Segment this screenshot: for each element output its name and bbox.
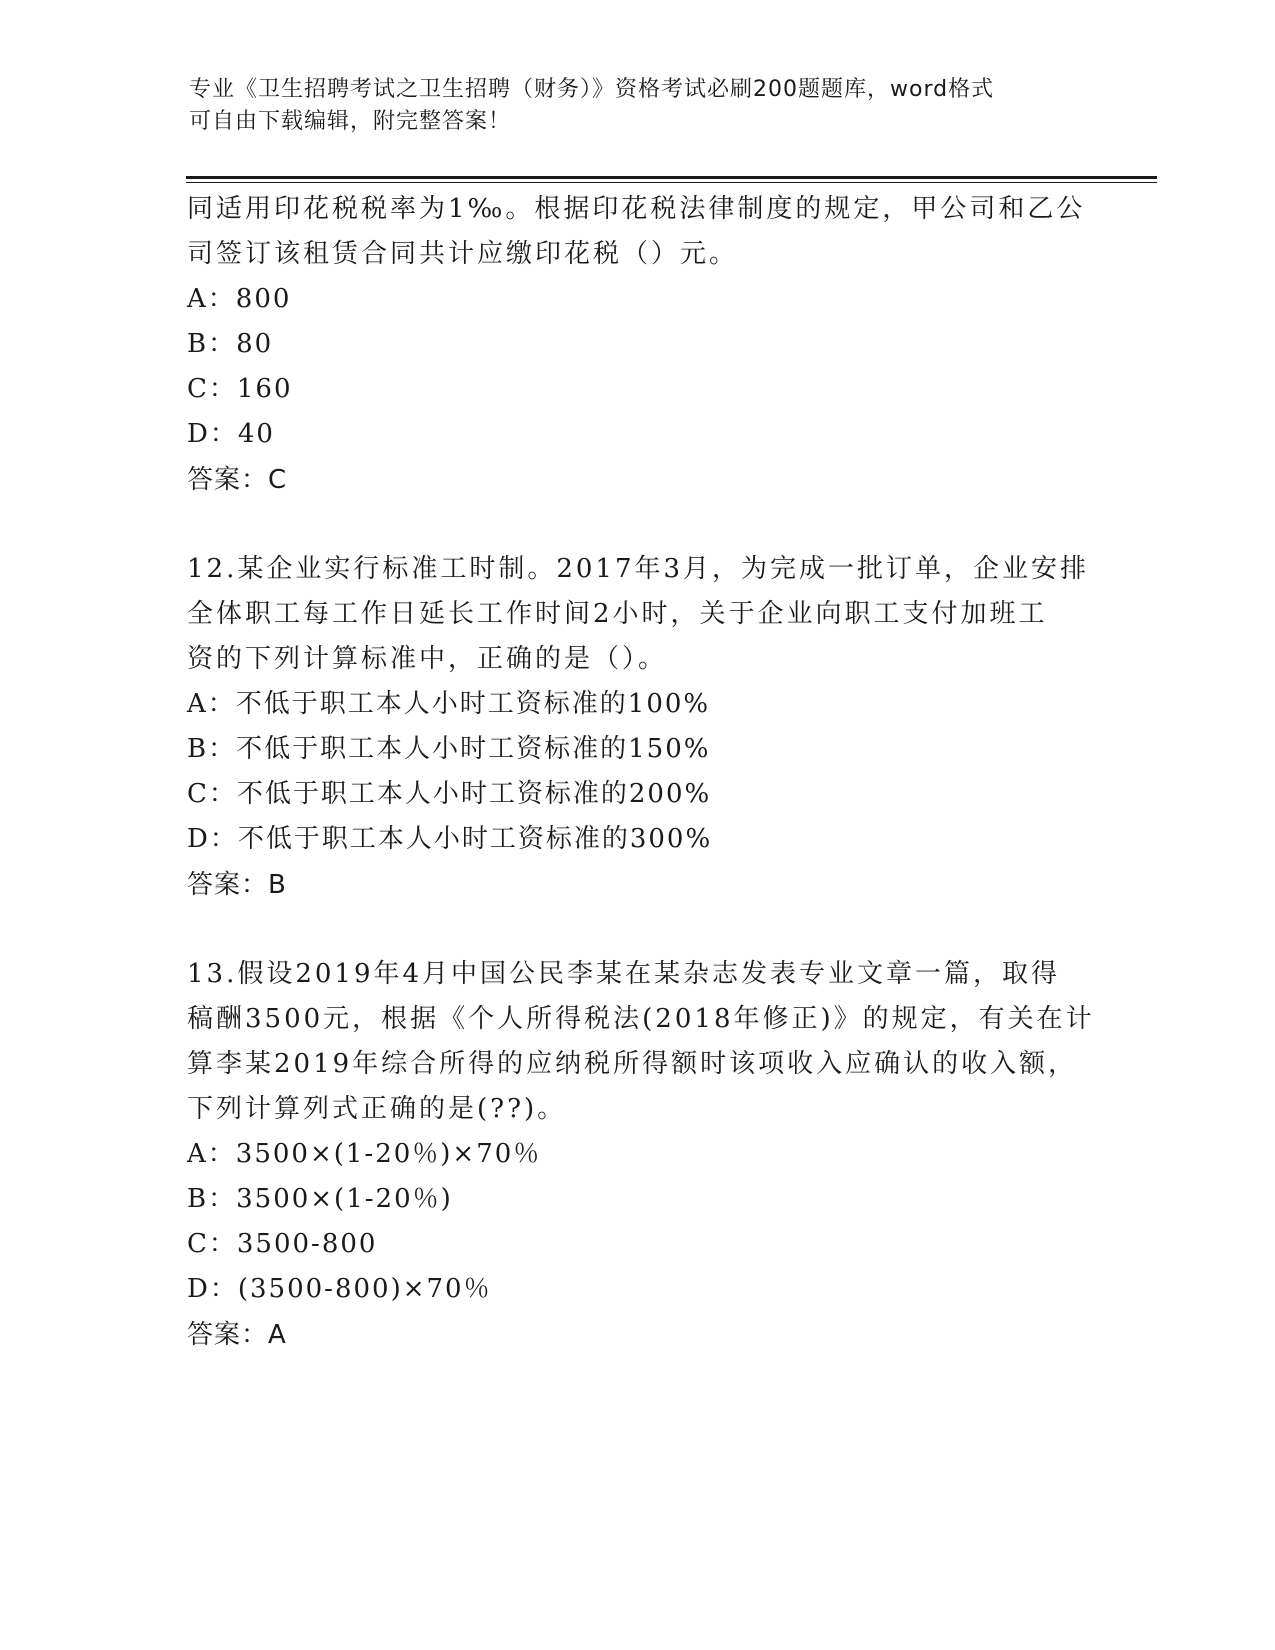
option-c: C：3500-800 bbox=[187, 1229, 378, 1259]
question-text-line: 12.某企业实行标准工时制。2017年3月，为完成一批订单，企业安排 bbox=[187, 554, 1090, 584]
header-divider-thick bbox=[186, 176, 1157, 179]
question-11 bbox=[187, 187, 1087, 503]
option-d: D：(3500-800)×70％ bbox=[187, 1274, 492, 1304]
question-text-line: 资的下列计算标准中，正确的是（）。 bbox=[187, 644, 668, 674]
option-c: C：不低于职工本人小时工资标准的200% bbox=[187, 779, 712, 809]
option-a: A：3500×(1-20％)×70％ bbox=[187, 1139, 542, 1169]
option-b: B：不低于职工本人小时工资标准的150% bbox=[187, 734, 711, 764]
question-text-line: 算李某2019年综合所得的应纳税所得额时该项收入应确认的收入额， bbox=[187, 1049, 1078, 1079]
option-d: D：不低于职工本人小时工资标准的300% bbox=[187, 824, 713, 854]
question-text-line: 司签订该租赁合同共计应缴印花税（）元。 bbox=[187, 239, 739, 269]
answer-line: 答案：A bbox=[187, 1320, 287, 1350]
option-c: C：160 bbox=[187, 374, 293, 404]
option-a: A：800 bbox=[187, 284, 292, 314]
question-12 bbox=[187, 547, 1090, 908]
question-text-line: 同适用印花税税率为1‰。根据印花税法律制度的规定，甲公司和乙公 bbox=[187, 194, 1086, 224]
question-spacer bbox=[187, 908, 1087, 952]
option-d: D：40 bbox=[187, 419, 275, 449]
document-header bbox=[189, 74, 1089, 138]
question-spacer bbox=[187, 503, 1087, 547]
question-text-line: 稿酬3500元，根据《个人所得税法(2018年修正)》的规定，有关在计 bbox=[187, 1004, 1095, 1034]
question-13 bbox=[187, 952, 1095, 1358]
option-b: B：80 bbox=[187, 329, 274, 359]
option-b: B：3500×(1-20％) bbox=[187, 1184, 453, 1214]
question-text-line: 全体职工每工作日延长工作时间2小时，关于企业向职工支付加班工 bbox=[187, 599, 1048, 629]
header-title-line-1: 专业《卫生招聘考试之卫生招聘（财务）》资格考试必刷200题题库，word格式 bbox=[189, 77, 995, 102]
question-list bbox=[187, 187, 1095, 1358]
header-divider-thin bbox=[186, 182, 1157, 183]
answer-line: 答案：B bbox=[187, 870, 287, 900]
header-title-line-2: 可自由下载编辑，附完整答案！ bbox=[189, 109, 512, 134]
option-a: A：不低于职工本人小时工资标准的100% bbox=[187, 689, 711, 719]
question-text-line: 下列计算列式正确的是(??)。 bbox=[187, 1094, 567, 1124]
answer-line: 答案：C bbox=[187, 465, 288, 495]
question-text-line: 13.假设2019年4月中国公民李某在某杂志发表专业文章一篇，取得 bbox=[187, 959, 1061, 989]
